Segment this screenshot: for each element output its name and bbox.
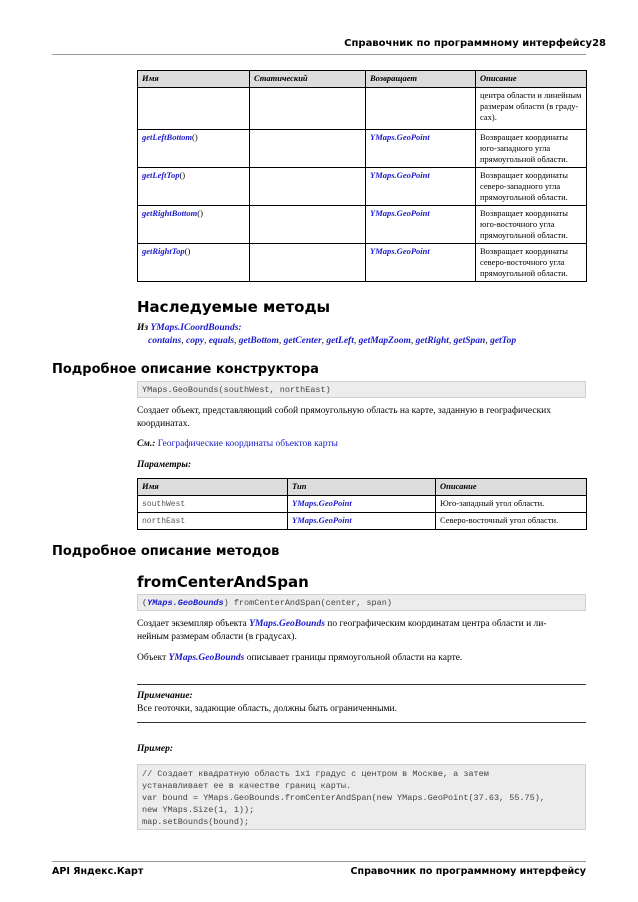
table-row: getLeftTop() YMaps.GeoPoint Возвращает координаты северо-западного угла прямоугольной области. [138,168,587,206]
method-link[interactable]: getCenter [283,336,322,346]
return-type-link[interactable]: YMaps.GeoPoint [370,246,430,256]
header-rule [52,54,586,55]
table-row: getLeftBottom() YMaps.GeoPoint Возвращает координаты юго-западного угла прямоугольной области. [138,130,587,168]
params-label: Параметры: [137,460,192,470]
table-row [138,88,587,130]
method-link[interactable]: getLeftTop [142,170,180,180]
footer-right: Справочник по программному интерфейсу [350,866,586,877]
table-row: getRightTop() YMaps.GeoPoint Возвращает координаты северо-восточного угла прямоугольной области. [138,244,587,282]
param-name: southWest [142,500,186,509]
params-table-header [138,479,587,496]
return-type-link[interactable]: YMaps.GeoPoint [370,170,430,180]
param-type-link[interactable]: YMaps.GeoPoint [292,515,352,525]
method-description: Создает экземпляр объекта YMaps.GeoBounds по географическим координатам центра области и ли- нейным размерам области (в градусах). [137,619,547,642]
header-title: Справочник по программному интерфейсу [344,38,592,49]
example-code: // Создает квадратную область 1x1 градус с центром в Москве, а затем устанавливает ее в качестве границ карты. var bound = YMaps.GeoBounds.fromCenterAndSpan(new YMaps.GeoPoint(37.63, 55.75), new YMaps.Size(1, 1)); map.setBounds(bound); [137,764,586,830]
constructor-description: Создает объект, представляющий собой прямоугольную область на карте, заданную в географических координатах. [137,406,552,429]
method-link[interactable]: getSpan [453,336,486,346]
method-link[interactable]: getTop [490,336,517,346]
page-header [0,38,638,52]
table-row: getRightBottom() YMaps.GeoPoint Возвращает координаты юго-восточного угла прямоугольной области. [138,206,587,244]
method-link[interactable]: getLeft [326,336,354,346]
method-link[interactable]: equals [208,336,235,346]
methods-table-header [138,71,587,88]
footer-left: API Яндекс.Карт [52,866,144,877]
method-object-desc: Объект YMaps.GeoBounds описывает границы прямоугольной области на карте. [137,653,463,663]
methods-table [137,70,587,282]
see-also: См.: Географические координаты объектов карты [137,439,338,449]
col-description: Описание [476,71,587,88]
method-link[interactable]: contains [148,336,182,346]
table-row [138,513,587,530]
method-link[interactable]: copy [186,336,204,346]
page-number: 28 [592,38,606,49]
see-also-link[interactable]: Географические координаты объектов карты [157,439,338,449]
methods-detail-title: Подробное описание методов [52,544,280,559]
param-desc: Юго-западный угол области. [436,496,587,513]
inherited-from: Из YMaps.ICoordBounds: [137,323,242,333]
continuation-text: центра области и линейным размерам области (в граду- сах). [476,88,587,130]
note-label: Примечание: [137,691,193,701]
constructor-signature: YMaps.GeoBounds(southWest, northEast) [137,381,586,398]
params-table [137,478,587,530]
method-link[interactable]: getRight [415,336,449,346]
param-name: northEast [142,517,186,526]
param-desc: Северо-восточный угол области. [436,513,587,530]
method-link[interactable]: getMapZoom [358,336,411,346]
col-description: Описание [436,479,587,496]
method-link[interactable]: getRightTop [142,246,185,256]
note-text: Все геоточки, задающие область, должны быть ограниченными. [137,704,397,714]
method-link[interactable]: getBottom [238,336,279,346]
col-static: Статический [250,71,366,88]
note-top-rule [137,684,586,685]
geobounds-link[interactable]: YMaps.GeoBounds [168,653,245,663]
method-link[interactable]: getRightBottom [142,208,198,218]
footer-rule [52,861,586,862]
geobounds-link[interactable]: YMaps.GeoBounds [249,619,325,629]
col-type: Тип [288,479,436,496]
method-link[interactable]: getLeftBottom [142,132,193,142]
return-type-link[interactable]: YMaps.GeoPoint [370,132,430,142]
param-type-link[interactable]: YMaps.GeoPoint [292,498,352,508]
note-bottom-rule [137,722,586,723]
example-label: Пример: [137,744,174,754]
inherited-title: Наследуемые методы [137,298,331,316]
col-name: Имя [138,479,288,496]
table-row [138,496,587,513]
constructor-title: Подробное описание конструктора [52,362,319,377]
sig-type-link[interactable]: YMaps.GeoBounds [147,598,224,608]
inherited-class-link[interactable]: YMaps.ICoordBounds: [150,323,242,333]
method-title: fromCenterAndSpan [137,573,309,591]
inherited-methods-list: contains, copy, equals, getBottom, getCenter, getLeft, getMapZoom, getRight, getSpan, getTop [148,336,517,346]
method-signature: (YMaps.GeoBounds) fromCenterAndSpan(center, span) [137,594,586,611]
return-type-link[interactable]: YMaps.GeoPoint [370,208,430,218]
col-returns: Возвращает [366,71,476,88]
col-name: Имя [138,71,250,88]
